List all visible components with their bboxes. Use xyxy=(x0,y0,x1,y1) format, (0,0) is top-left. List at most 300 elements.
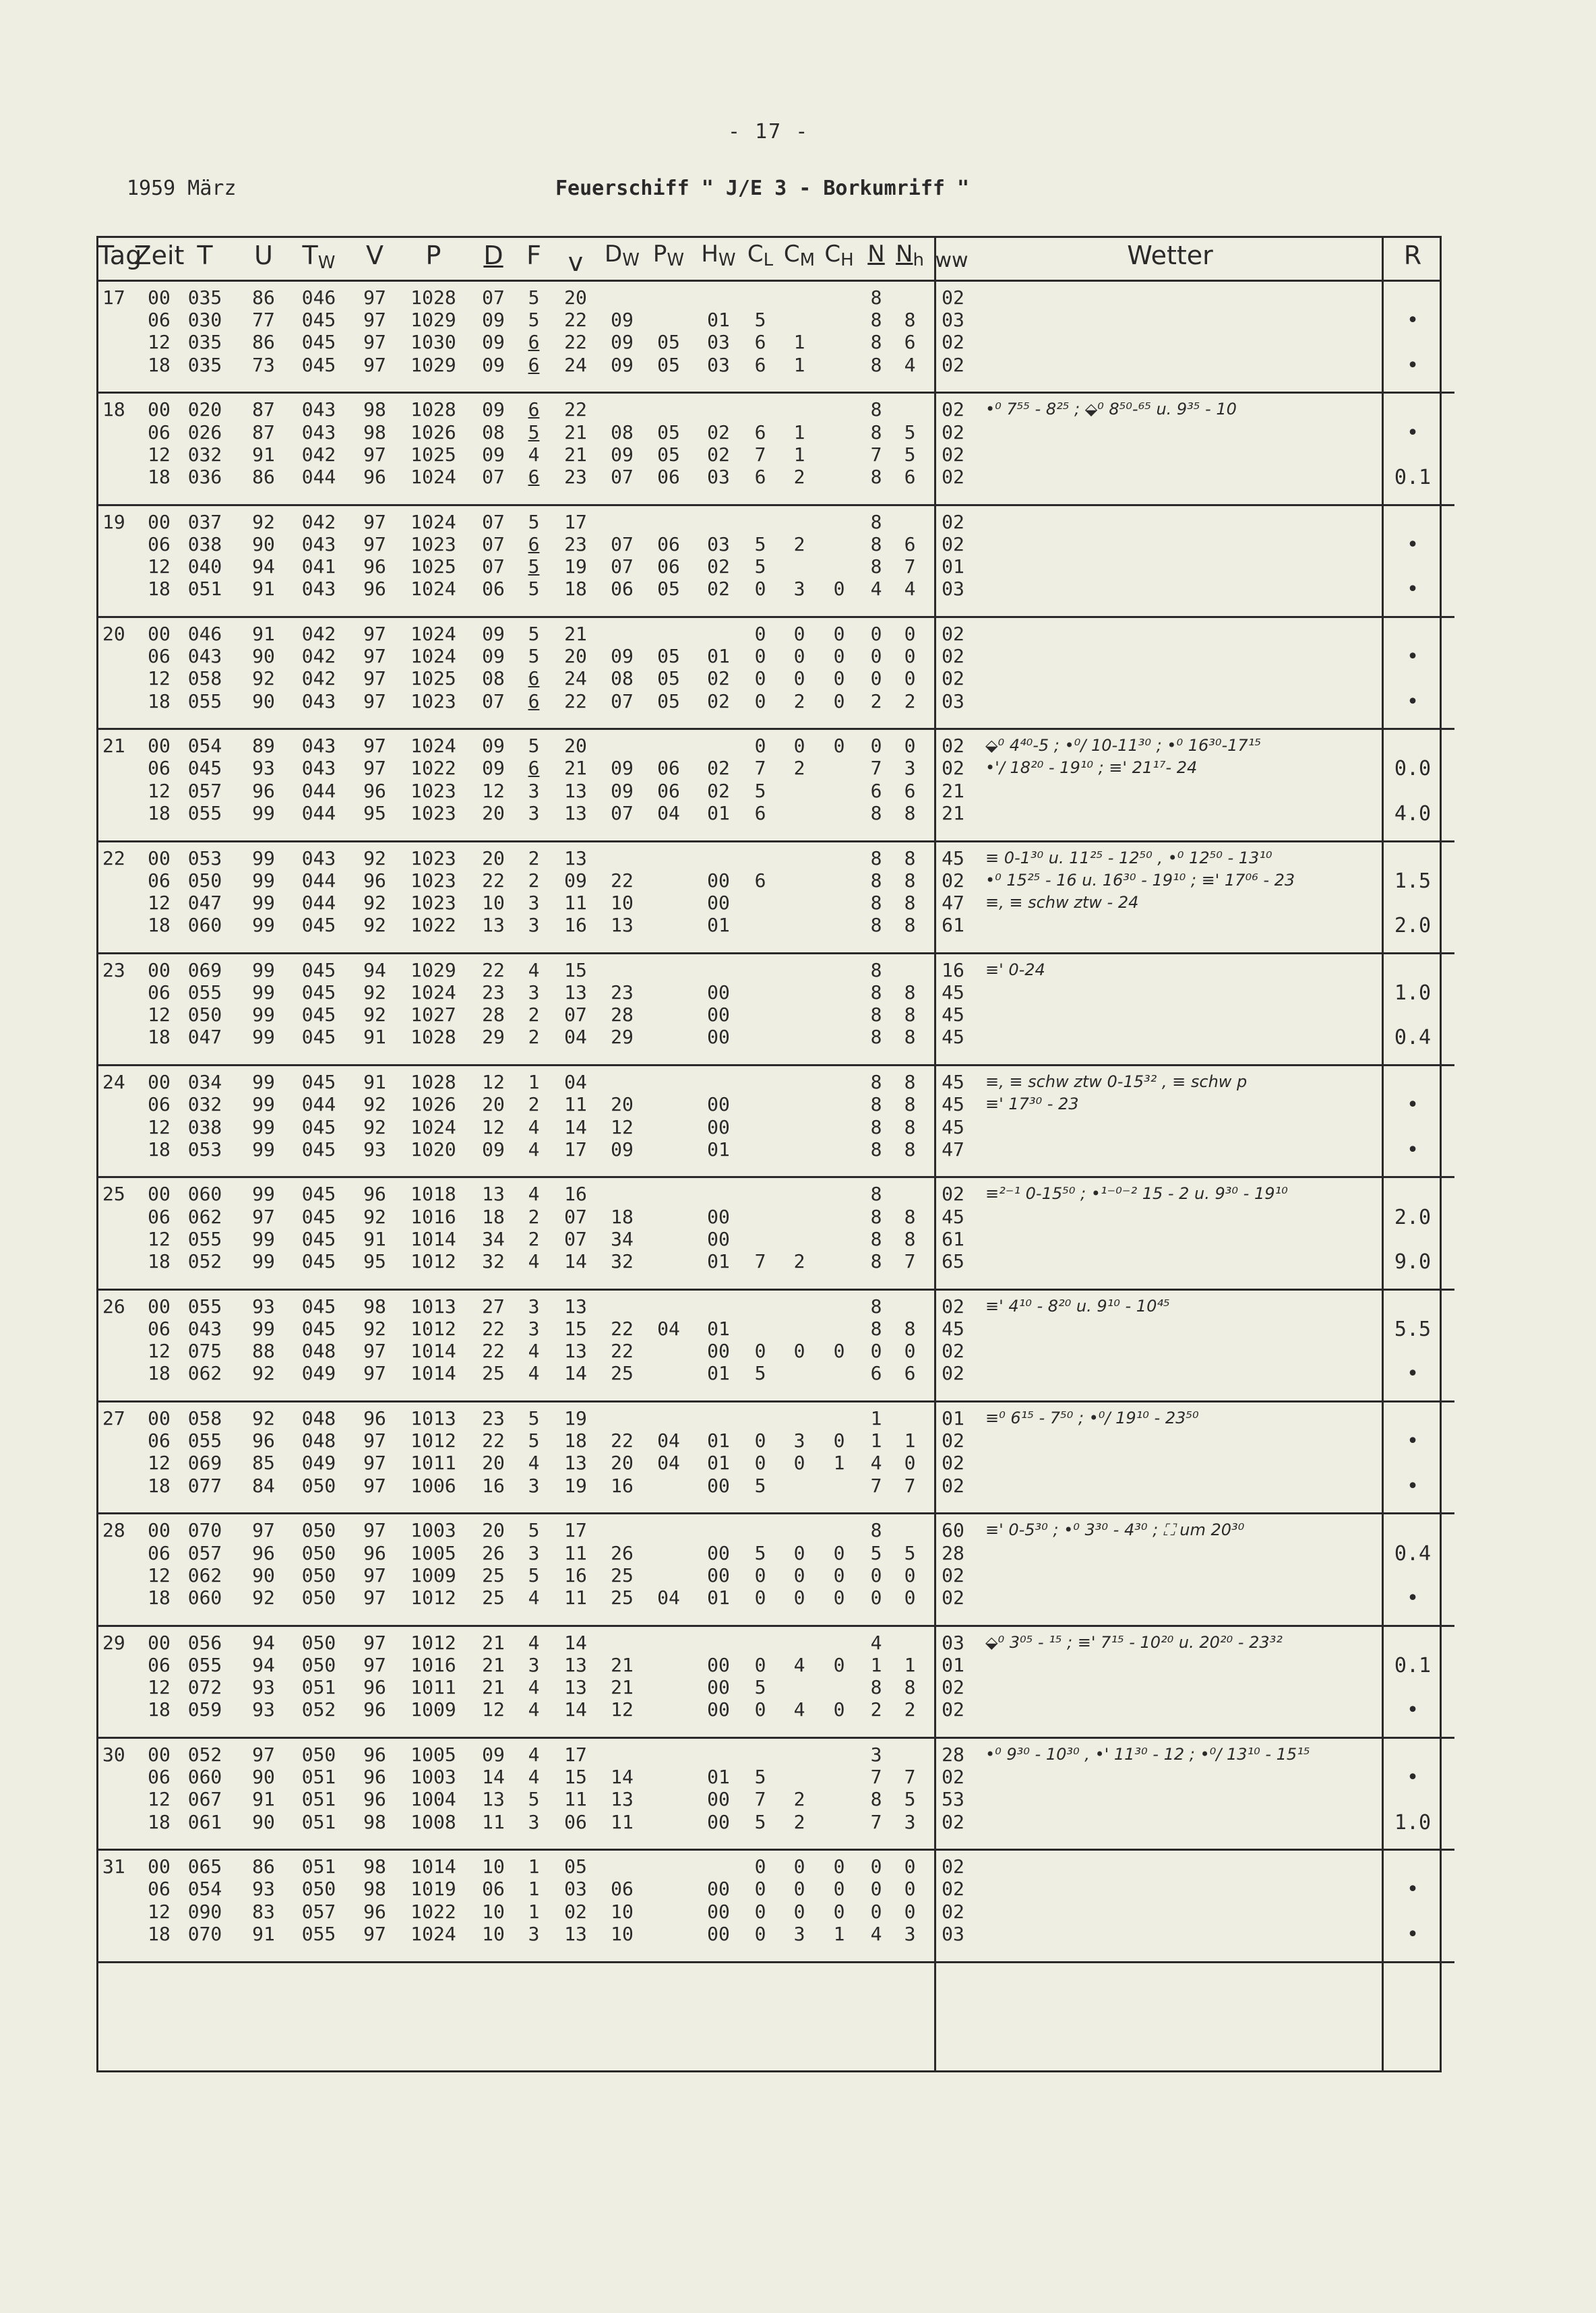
cell-n: 8 xyxy=(870,465,882,488)
cell-nh: 6 xyxy=(904,532,916,555)
cell-v: 98 xyxy=(363,421,386,443)
cell-tag: 20 xyxy=(102,622,125,645)
cell-p: 1028 xyxy=(410,286,456,309)
cell-pw: 04 xyxy=(657,1452,680,1475)
cell-tag: 17 xyxy=(102,286,125,309)
cell-tw: 045 xyxy=(301,1295,336,1318)
cell-zeit: 06 xyxy=(148,1317,171,1340)
cell-f: 3 xyxy=(528,914,540,937)
cell-n: 0 xyxy=(870,645,882,668)
cell-tw: 051 xyxy=(301,1788,336,1811)
cell-d: 07 xyxy=(482,555,505,578)
cell-zeit: 12 xyxy=(148,1227,171,1250)
cell-vv: 23 xyxy=(564,465,587,488)
col-header-hw: $H_W$ xyxy=(701,241,736,270)
cell-ww: 03 xyxy=(942,1922,964,1945)
cell-tw: 045 xyxy=(301,309,336,332)
day-divider xyxy=(98,1289,1454,1291)
cell-p: 1024 xyxy=(410,510,456,533)
cell-ww: 02 xyxy=(942,1340,964,1363)
cell-tw: 044 xyxy=(301,869,336,892)
day-divider xyxy=(98,728,1454,730)
cell-t: 032 xyxy=(187,443,222,466)
cell-p: 1024 xyxy=(410,981,456,1004)
day-divider xyxy=(98,1176,1454,1178)
cell-cl: 5 xyxy=(754,1362,766,1385)
cell-v: 98 xyxy=(363,1855,386,1878)
cell-nh: 3 xyxy=(904,1810,916,1833)
cell-hw: 03 xyxy=(707,532,730,555)
cell-d: 21 xyxy=(482,1653,505,1676)
cell-d: 28 xyxy=(482,1004,505,1026)
cell-vv: 02 xyxy=(564,1900,587,1923)
cell-d: 09 xyxy=(482,645,505,668)
cell-f: 6 xyxy=(528,667,540,690)
cell-t: 052 xyxy=(187,1250,222,1272)
cell-vv: 18 xyxy=(564,578,587,600)
cell-r: • xyxy=(1406,421,1419,445)
cell-nh: 8 xyxy=(904,1026,916,1049)
cell-v: 92 xyxy=(363,846,386,869)
cell-n: 0 xyxy=(870,1586,882,1609)
cell-pw: 06 xyxy=(657,555,680,578)
cell-cl: 7 xyxy=(754,1788,766,1811)
cell-t: 035 xyxy=(187,286,222,309)
cell-p: 1025 xyxy=(410,443,456,466)
cell-p: 1014 xyxy=(410,1340,456,1363)
cell-v: 96 xyxy=(363,869,386,892)
cell-d: 32 xyxy=(482,1250,505,1272)
cell-r: 0.0 xyxy=(1394,757,1432,781)
cell-d: 22 xyxy=(482,958,505,981)
cell-hw: 00 xyxy=(707,1115,730,1138)
cell-t: 054 xyxy=(187,735,222,758)
cell-ch: 0 xyxy=(833,1900,845,1923)
cell-ww: 21 xyxy=(942,779,964,802)
table-row xyxy=(98,578,1440,600)
cell-tw: 042 xyxy=(301,622,336,645)
cell-v: 92 xyxy=(363,1093,386,1116)
cell-r: 4.0 xyxy=(1394,801,1432,826)
cell-t: 020 xyxy=(187,398,222,421)
cell-f: 3 xyxy=(528,779,540,802)
cell-u: 93 xyxy=(252,1676,275,1698)
cell-hw: 02 xyxy=(707,578,730,600)
cell-zeit: 00 xyxy=(148,510,171,533)
cell-n: 0 xyxy=(870,1900,882,1923)
cell-zeit: 12 xyxy=(148,1004,171,1026)
cell-vv: 17 xyxy=(564,1138,587,1161)
cell-zeit: 06 xyxy=(148,1205,171,1228)
cell-u: 99 xyxy=(252,1138,275,1161)
cell-t: 057 xyxy=(187,779,222,802)
cell-dw: 14 xyxy=(611,1766,634,1789)
cell-tag: 21 xyxy=(102,735,125,758)
cell-t: 060 xyxy=(187,914,222,937)
cell-n: 7 xyxy=(870,1474,882,1497)
cell-ww: 02 xyxy=(942,1564,964,1586)
cell-t: 069 xyxy=(187,1452,222,1475)
cell-pw: 04 xyxy=(657,1586,680,1609)
cell-f: 6 xyxy=(528,532,540,555)
cell-tw: 050 xyxy=(301,1586,336,1609)
cell-v: 97 xyxy=(363,353,386,376)
cell-u: 99 xyxy=(252,891,275,914)
cell-tag: 23 xyxy=(102,958,125,981)
cell-zeit: 06 xyxy=(148,1429,171,1452)
cell-u: 86 xyxy=(252,1855,275,1878)
cell-vv: 22 xyxy=(564,398,587,421)
table-row xyxy=(98,847,1440,870)
cell-cm: 1 xyxy=(793,331,805,354)
cell-t: 055 xyxy=(187,981,222,1004)
cell-dw: 25 xyxy=(611,1564,634,1586)
table-row xyxy=(98,1206,1440,1229)
cell-n: 0 xyxy=(870,1340,882,1363)
cell-t: 050 xyxy=(187,1004,222,1026)
cell-dw: 29 xyxy=(611,1026,634,1049)
cell-tw: 043 xyxy=(301,757,336,780)
table-row xyxy=(98,667,1440,690)
cell-cm: 0 xyxy=(793,1452,805,1475)
cell-zeit: 00 xyxy=(148,1407,171,1429)
cell-tw: 045 xyxy=(301,1004,336,1026)
cell-vv: 13 xyxy=(564,1452,587,1475)
cell-v: 96 xyxy=(363,578,386,600)
cell-zeit: 06 xyxy=(148,1878,171,1901)
cell-nh: 7 xyxy=(904,555,916,578)
cell-tw: 050 xyxy=(301,1653,336,1676)
cell-hw: 00 xyxy=(707,1474,730,1497)
cell-p: 1024 xyxy=(410,622,456,645)
cell-f: 3 xyxy=(528,1653,540,1676)
cell-u: 83 xyxy=(252,1900,275,1923)
table-row xyxy=(98,466,1440,489)
cell-p: 1012 xyxy=(410,1317,456,1340)
cell-nh: 0 xyxy=(904,1340,916,1363)
col-header-cm: $C_M$ xyxy=(783,241,816,270)
cell-cl: 0 xyxy=(754,1855,766,1878)
cell-cl: 0 xyxy=(754,578,766,600)
cell-t: 061 xyxy=(187,1810,222,1833)
cell-nh: 8 xyxy=(904,1138,916,1161)
table-row xyxy=(98,354,1440,377)
cell-t: 026 xyxy=(187,421,222,443)
table-row xyxy=(98,443,1440,466)
cell-u: 99 xyxy=(252,1093,275,1116)
cell-ww: 02 xyxy=(942,1183,964,1206)
cell-tw: 051 xyxy=(301,1855,336,1878)
day-divider xyxy=(98,1064,1454,1066)
cell-v: 92 xyxy=(363,914,386,937)
col-header-f: F xyxy=(526,241,541,270)
cell-ww: 02 xyxy=(942,622,964,645)
table-row xyxy=(98,555,1440,578)
cell-u: 94 xyxy=(252,1653,275,1676)
cell-tw: 050 xyxy=(301,1743,336,1766)
cell-wetter: ≡, ≡ schw ztw - 24 xyxy=(985,892,1139,912)
cell-nh: 0 xyxy=(904,667,916,690)
cell-dw: 28 xyxy=(611,1004,634,1026)
cell-v: 96 xyxy=(363,1541,386,1564)
cell-f: 5 xyxy=(528,421,540,443)
table-row xyxy=(98,623,1440,646)
table-row xyxy=(98,1676,1440,1699)
cell-ww: 45 xyxy=(942,1004,964,1026)
cell-tw: 055 xyxy=(301,1922,336,1945)
cell-f: 2 xyxy=(528,1227,540,1250)
cell-f: 3 xyxy=(528,1541,540,1564)
cell-v: 91 xyxy=(363,1071,386,1094)
cell-f: 5 xyxy=(528,1429,540,1452)
cell-vv: 04 xyxy=(564,1026,587,1049)
cell-d: 25 xyxy=(482,1564,505,1586)
cell-p: 1013 xyxy=(410,1407,456,1429)
cell-vv: 13 xyxy=(564,1922,587,1945)
cell-cl: 5 xyxy=(754,309,766,332)
cell-v: 97 xyxy=(363,1586,386,1609)
cell-zeit: 18 xyxy=(148,353,171,376)
table-row xyxy=(98,1698,1440,1721)
cell-ww: 03 xyxy=(942,578,964,600)
cell-p: 1024 xyxy=(410,645,456,668)
cell-dw: 09 xyxy=(611,309,634,332)
col-header-wetter: Wetter xyxy=(1127,241,1213,270)
cell-wetter: •⁰ 9³⁰ - 10³⁰ , •' 11³⁰ - 12 ; •⁰/ 13¹⁰ - 15¹⁵ xyxy=(985,1744,1310,1764)
cell-vv: 21 xyxy=(564,622,587,645)
cell-hw: 01 xyxy=(707,1766,730,1789)
cell-r: • xyxy=(1406,1362,1419,1386)
cell-tw: 045 xyxy=(301,1205,336,1228)
cell-t: 043 xyxy=(187,645,222,668)
cell-dw: 07 xyxy=(611,801,634,824)
cell-v: 92 xyxy=(363,1115,386,1138)
cell-t: 072 xyxy=(187,1676,222,1698)
cell-u: 90 xyxy=(252,1766,275,1789)
cell-cl: 0 xyxy=(754,1653,766,1676)
cell-pw: 04 xyxy=(657,801,680,824)
cell-nh: 8 xyxy=(904,801,916,824)
col-header-cl: $C_L$ xyxy=(747,241,774,270)
cell-tw: 048 xyxy=(301,1340,336,1363)
cell-hw: 00 xyxy=(707,1698,730,1721)
cell-cl: 0 xyxy=(754,1922,766,1945)
cell-zeit: 06 xyxy=(148,1093,171,1116)
cell-hw: 03 xyxy=(707,465,730,488)
cell-d: 13 xyxy=(482,1788,505,1811)
cell-cm: 0 xyxy=(793,1340,805,1363)
cell-d: 13 xyxy=(482,914,505,937)
table-row xyxy=(98,959,1440,982)
cell-t: 034 xyxy=(187,1071,222,1094)
cell-p: 1023 xyxy=(410,846,456,869)
cell-vv: 05 xyxy=(564,1855,587,1878)
cell-d: 12 xyxy=(482,1071,505,1094)
cell-hw: 00 xyxy=(707,1810,730,1833)
cell-cm: 0 xyxy=(793,667,805,690)
cell-v: 92 xyxy=(363,891,386,914)
cell-nh: 5 xyxy=(904,1541,916,1564)
cell-d: 18 xyxy=(482,1205,505,1228)
header-date: 1959 März xyxy=(127,177,237,200)
cell-ww: 65 xyxy=(942,1250,964,1272)
cell-f: 6 xyxy=(528,353,540,376)
cell-ww: 28 xyxy=(942,1541,964,1564)
cell-cm: 0 xyxy=(793,1564,805,1586)
cell-u: 93 xyxy=(252,1295,275,1318)
cell-vv: 19 xyxy=(564,1474,587,1497)
cell-r: • xyxy=(1406,1766,1419,1790)
cell-n: 4 xyxy=(870,1452,882,1475)
table-row xyxy=(98,1452,1440,1475)
cell-v: 96 xyxy=(363,1183,386,1206)
cell-p: 1028 xyxy=(410,398,456,421)
cell-f: 6 xyxy=(528,757,540,780)
table-row xyxy=(98,1228,1440,1251)
cell-f: 2 xyxy=(528,1026,540,1049)
cell-hw: 01 xyxy=(707,1362,730,1385)
cell-nh: 5 xyxy=(904,421,916,443)
table-row xyxy=(98,1429,1440,1452)
cell-n: 7 xyxy=(870,1766,882,1789)
cell-f: 4 xyxy=(528,1362,540,1385)
cell-cl: 5 xyxy=(754,1766,766,1789)
cell-ww: 02 xyxy=(942,757,964,780)
cell-f: 3 xyxy=(528,981,540,1004)
table-row xyxy=(98,1632,1440,1655)
cell-nh: 8 xyxy=(904,914,916,937)
cell-u: 99 xyxy=(252,846,275,869)
cell-cl: 5 xyxy=(754,555,766,578)
cell-f: 4 xyxy=(528,1586,540,1609)
cell-wetter: ≡' 0-5³⁰ ; •⁰ 3³⁰ - 4³⁰ ; ⛶ um 20³⁰ xyxy=(985,1520,1245,1540)
table-row xyxy=(98,1340,1440,1363)
cell-ww: 02 xyxy=(942,1586,964,1609)
cell-dw: 21 xyxy=(611,1676,634,1698)
cell-f: 5 xyxy=(528,645,540,668)
col-header-ch: $C_H$ xyxy=(824,241,854,270)
table-row xyxy=(98,1475,1440,1498)
cell-r: • xyxy=(1406,645,1419,669)
cell-vv: 21 xyxy=(564,443,587,466)
cell-tw: 044 xyxy=(301,1093,336,1116)
table-row xyxy=(98,309,1440,332)
cell-f: 4 xyxy=(528,1183,540,1206)
cell-p: 1009 xyxy=(410,1564,456,1586)
cell-p: 1024 xyxy=(410,735,456,758)
cell-d: 27 xyxy=(482,1295,505,1318)
cell-tw: 045 xyxy=(301,914,336,937)
cell-n: 8 xyxy=(870,398,882,421)
table-row xyxy=(98,1004,1440,1026)
cell-hw: 00 xyxy=(707,1653,730,1676)
cell-d: 09 xyxy=(482,622,505,645)
cell-vv: 14 xyxy=(564,1115,587,1138)
col-header-zeit: Zeit xyxy=(133,241,185,270)
cell-vv: 19 xyxy=(564,555,587,578)
cell-vv: 21 xyxy=(564,421,587,443)
cell-f: 5 xyxy=(528,309,540,332)
cell-ww: 28 xyxy=(942,1743,964,1766)
cell-nh: 2 xyxy=(904,1698,916,1721)
cell-vv: 16 xyxy=(564,1183,587,1206)
cell-ww: 02 xyxy=(942,1295,964,1318)
cell-n: 0 xyxy=(870,622,882,645)
header-title: Feuerschiff " J/E 3 - Borkumriff " xyxy=(555,177,970,200)
cell-nh: 8 xyxy=(904,1676,916,1698)
cell-p: 1014 xyxy=(410,1362,456,1385)
cell-dw: 07 xyxy=(611,689,634,712)
cell-zeit: 12 xyxy=(148,443,171,466)
table-row xyxy=(98,1542,1440,1565)
table-row xyxy=(98,1138,1440,1161)
cell-d: 10 xyxy=(482,1900,505,1923)
cell-v: 97 xyxy=(363,1519,386,1542)
cell-p: 1022 xyxy=(410,914,456,937)
cell-t: 075 xyxy=(187,1340,222,1363)
table-row xyxy=(98,1071,1440,1094)
cell-n: 8 xyxy=(870,1227,882,1250)
cell-f: 5 xyxy=(528,735,540,758)
cell-cm: 2 xyxy=(793,757,805,780)
cell-wetter: ≡' 0-24 xyxy=(985,960,1045,979)
cell-nh: 3 xyxy=(904,757,916,780)
cell-u: 94 xyxy=(252,555,275,578)
cell-p: 1022 xyxy=(410,1900,456,1923)
cell-cm: 1 xyxy=(793,421,805,443)
cell-n: 2 xyxy=(870,689,882,712)
cell-r: 2.0 xyxy=(1394,914,1432,938)
cell-dw: 07 xyxy=(611,532,634,555)
cell-nh: 0 xyxy=(904,1878,916,1901)
cell-r: • xyxy=(1406,1586,1419,1610)
cell-v: 96 xyxy=(363,1698,386,1721)
cell-p: 1006 xyxy=(410,1474,456,1497)
cell-r: 9.0 xyxy=(1394,1250,1432,1274)
cell-v: 97 xyxy=(363,757,386,780)
cell-ww: 02 xyxy=(942,465,964,488)
cell-t: 055 xyxy=(187,689,222,712)
cell-ww: 47 xyxy=(942,891,964,914)
col-header-v: V xyxy=(366,241,383,270)
cell-r: 0.4 xyxy=(1394,1026,1432,1050)
cell-ww: 02 xyxy=(942,1429,964,1452)
table-row xyxy=(98,1564,1440,1587)
cell-tag: 27 xyxy=(102,1407,125,1429)
cell-dw: 22 xyxy=(611,1340,634,1363)
cell-d: 21 xyxy=(482,1631,505,1654)
cell-t: 046 xyxy=(187,622,222,645)
cell-hw: 02 xyxy=(707,779,730,802)
cell-vv: 13 xyxy=(564,1676,587,1698)
cell-nh: 0 xyxy=(904,1586,916,1609)
cell-u: 99 xyxy=(252,1227,275,1250)
cell-n: 7 xyxy=(870,757,882,780)
cell-ch: 1 xyxy=(833,1452,845,1475)
cell-v: 97 xyxy=(363,1362,386,1385)
cell-p: 1030 xyxy=(410,331,456,354)
cell-d: 09 xyxy=(482,443,505,466)
cell-hw: 01 xyxy=(707,1429,730,1452)
cell-dw: 25 xyxy=(611,1586,634,1609)
cell-r: • xyxy=(1406,532,1419,557)
cell-p: 1028 xyxy=(410,1071,456,1094)
cell-t: 032 xyxy=(187,1093,222,1116)
cell-ww: 02 xyxy=(942,1676,964,1698)
cell-d: 09 xyxy=(482,309,505,332)
cell-r: • xyxy=(1406,689,1419,714)
table-row xyxy=(98,1183,1440,1206)
